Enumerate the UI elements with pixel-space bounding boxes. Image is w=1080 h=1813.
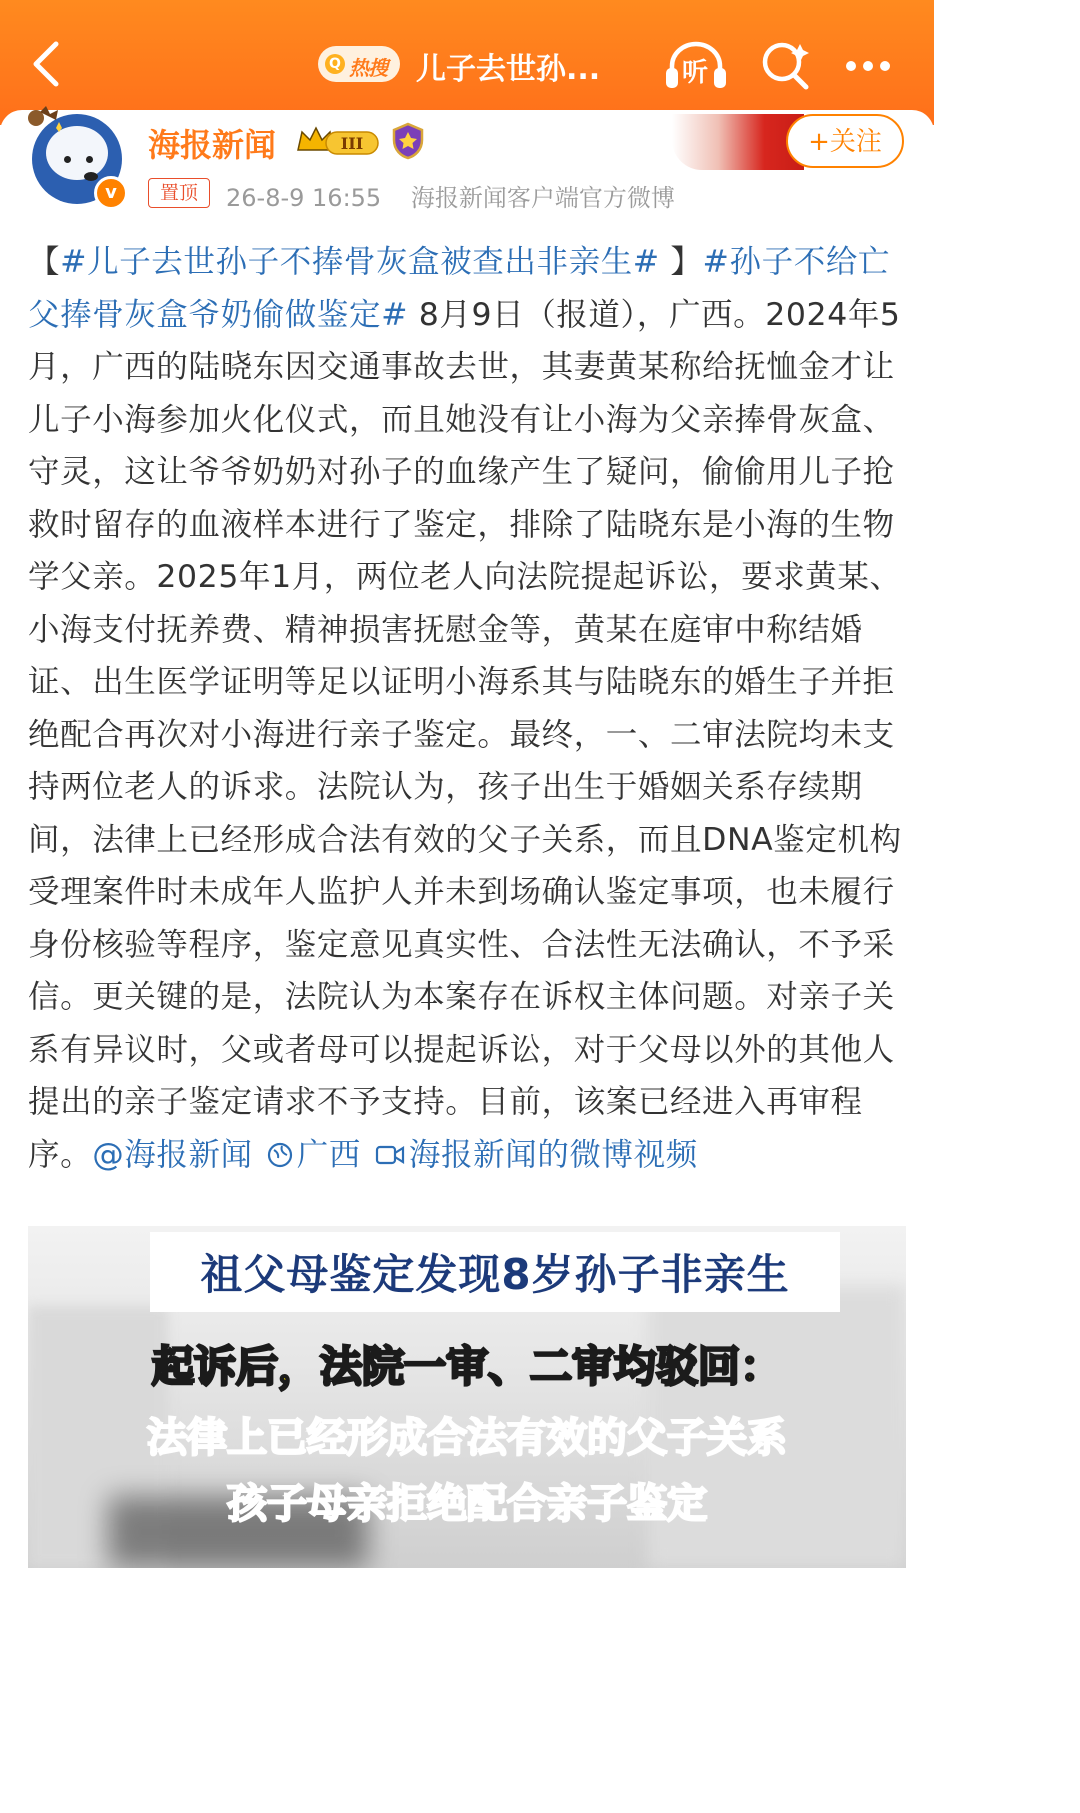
listen-label: 听 [682, 58, 709, 88]
video-caption-line-1: 起诉后，法院一审、二审均驳回： [151, 1342, 782, 1391]
hot-search-label: 热搜 [349, 56, 387, 80]
hot-search-badge[interactable] [318, 46, 400, 82]
more-options-icon[interactable] [846, 56, 898, 70]
post-timestamp: 26-8-9 16:55 [226, 184, 382, 212]
post-meta [226, 178, 697, 213]
hashtag-topic-1[interactable]: #儿子去世孙子不捧骨灰盒被查出非亲生# [60, 244, 660, 280]
video-thumbnail[interactable] [28, 1226, 906, 1568]
back-arrow-icon[interactable] [26, 38, 66, 90]
vip-level: III [340, 134, 364, 153]
listen-button[interactable] [664, 40, 728, 90]
video-title: 祖父母鉴定发现8岁孙子非亲生 [200, 1250, 790, 1299]
decorative-banner [672, 114, 804, 170]
avatar-decoration-icon [26, 104, 70, 140]
verified-badge: v [94, 176, 128, 210]
post-body [28, 236, 908, 1181]
video-camera-icon [375, 1142, 405, 1168]
post-intro: 8月9日（报道），广西。 [408, 296, 766, 333]
video-caption-line-2: 法律上已经形成合法有效的父子关系 [147, 1415, 787, 1461]
search-icon[interactable] [760, 40, 812, 90]
video-caption-line-3: 孩子母亲拒绝配合亲子鉴定 [227, 1481, 707, 1527]
author-name[interactable]: 海报新闻 [148, 126, 277, 164]
search-small-icon: Q [325, 54, 345, 74]
hashtag-topic-2[interactable]: #孙子不给亡父捧骨灰盒爷奶偷做鉴定# [28, 244, 891, 333]
video-title-box [150, 1232, 840, 1312]
page-title: 儿子去世孙... [416, 52, 601, 87]
bracket-close: 】 [659, 244, 703, 280]
shield-icon [390, 122, 426, 160]
mention-link[interactable]: @海报新闻 [92, 1136, 253, 1173]
post-main-text: 2024年5月，广西的陆晓东因交通事故去世，其妻黄某称给抚恤金才让儿子小海参加火化仪式，而且她没有让小海为父亲捧骨灰盒、守灵，这让爷爷奶奶对孙子的血缘产生了疑问，偷偷用儿子抢救时留存的血液样本进行了鉴定，排除了陆晓东是小海的生物学父亲。2025年1月，两位老人向法院提起诉讼，要求黄某、小海支付抚养费、精神损害抚慰金等，黄某在庭审中称结婚证、出生医学证明等足以证明小海系其与陆晓东的婚生子并拒绝配合再次对小海进行亲子鉴定。最终，一、二审法院均未支持两位老人的诉求。法院认为，孩子出生于婚姻关系存续期间，法律上已经形成合法有效的父子关系，而且DNA鉴定机构受理案件时未成年人监护人并未到场确认鉴定事项，也未履行身份核验等程序，鉴定意见真实性、合法性无法确认，不予采信。更关键的是，法院认为本案存在诉权主体问题。对亲子关系有异议时，父或者母可以提起诉讼，对于父母以外的其他人提出的亲子鉴定请求不予支持。目前，该案已经进入再审程序。 [28, 296, 902, 1173]
video-link[interactable]: 海报新闻的微博视频 [408, 1136, 698, 1173]
top-nav-bar [0, 0, 934, 125]
follow-button[interactable]: +关注 [786, 114, 904, 168]
pinned-tag: 置顶 [148, 178, 210, 208]
location-link[interactable]: 广西 [296, 1136, 361, 1173]
post-source: 海报新闻客户端官方微博 [410, 184, 675, 212]
location-icon [267, 1142, 293, 1168]
bracket-open: 【 [28, 244, 61, 280]
vip-crown-icon [296, 124, 382, 158]
